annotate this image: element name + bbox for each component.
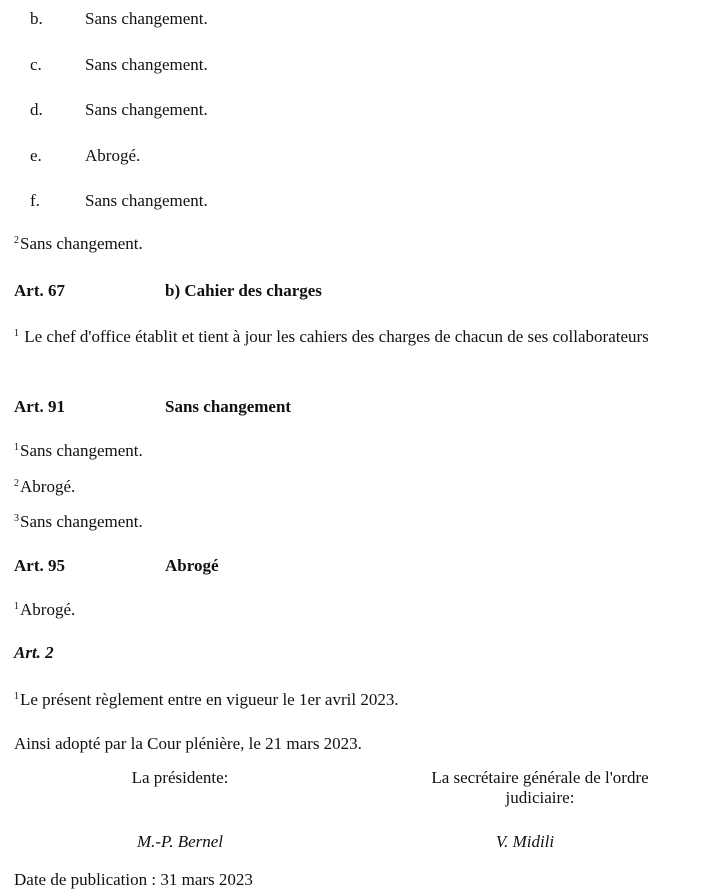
paragraph-text: Abrogé. <box>20 477 76 496</box>
list-item-letter: b. <box>30 9 43 28</box>
article-2-paragraph-1 <box>14 690 399 713</box>
signature-name-right: V. Midili <box>495 832 555 851</box>
paragraph-text: Le présent règlement entre en vigueur le 1er avril 2023. <box>20 690 399 709</box>
paragraph-text: Le chef d'office établit et tient à jour les cahiers des charges de chacun de ses collaborateurs <box>24 327 649 346</box>
paragraph-text: Sans changement. <box>20 441 143 460</box>
article-91-paragraph-3 <box>14 512 143 535</box>
paragraph-text: Abrogé. <box>20 600 76 619</box>
signature-role-line2: judiciaire: <box>505 788 575 807</box>
article-heading-2: Art. 2 <box>14 643 54 662</box>
list-item-text: Sans changement. <box>85 9 208 28</box>
signature-right <box>385 768 695 808</box>
list-item-text: Abrogé. <box>85 146 141 165</box>
publication-date: Date de publication : 31 mars 2023 <box>14 870 253 889</box>
list-item-text: Sans changement. <box>85 55 208 74</box>
signature-role-line1: La secrétaire générale de l'ordre <box>431 768 649 787</box>
paragraph-2 <box>14 234 143 257</box>
list-item-letter: f. <box>30 191 40 210</box>
article-67-paragraph-1 <box>14 326 704 351</box>
list-item-text: Sans changement. <box>85 100 208 119</box>
article-91-paragraph-1 <box>14 441 143 464</box>
list-item-letter: c. <box>30 55 42 74</box>
article-number: Art. 67 <box>14 281 65 300</box>
article-title: b) Cahier des charges <box>165 281 322 300</box>
article-number: Art. 91 <box>14 397 65 416</box>
list-item-letter: e. <box>30 146 42 165</box>
paragraph-text: Sans changement. <box>20 512 143 531</box>
paragraph-number: 1 <box>14 328 19 339</box>
paragraph-number: 2 <box>14 235 19 246</box>
paragraph-number: 1 <box>14 442 19 453</box>
paragraph-number: 1 <box>14 691 19 702</box>
article-title: Abrogé <box>165 556 219 575</box>
list-item-text: Sans changement. <box>85 191 208 210</box>
article-number: Art. 95 <box>14 556 65 575</box>
adoption-statement: Ainsi adopté par la Cour plénière, le 21 mars 2023. <box>14 734 362 753</box>
signature-role: La présidente: <box>131 768 229 787</box>
signature-name-left: M.-P. Bernel <box>136 832 224 851</box>
paragraph-number: 1 <box>14 601 19 612</box>
list-item-letter: d. <box>30 100 43 119</box>
paragraph-text: Sans changement. <box>20 234 143 253</box>
paragraph-number: 2 <box>14 478 19 489</box>
article-91-paragraph-2 <box>14 477 75 500</box>
article-95-paragraph-1 <box>14 600 75 623</box>
article-title: Sans changement <box>165 397 292 416</box>
signature-left <box>90 768 270 788</box>
paragraph-number: 3 <box>14 513 19 524</box>
